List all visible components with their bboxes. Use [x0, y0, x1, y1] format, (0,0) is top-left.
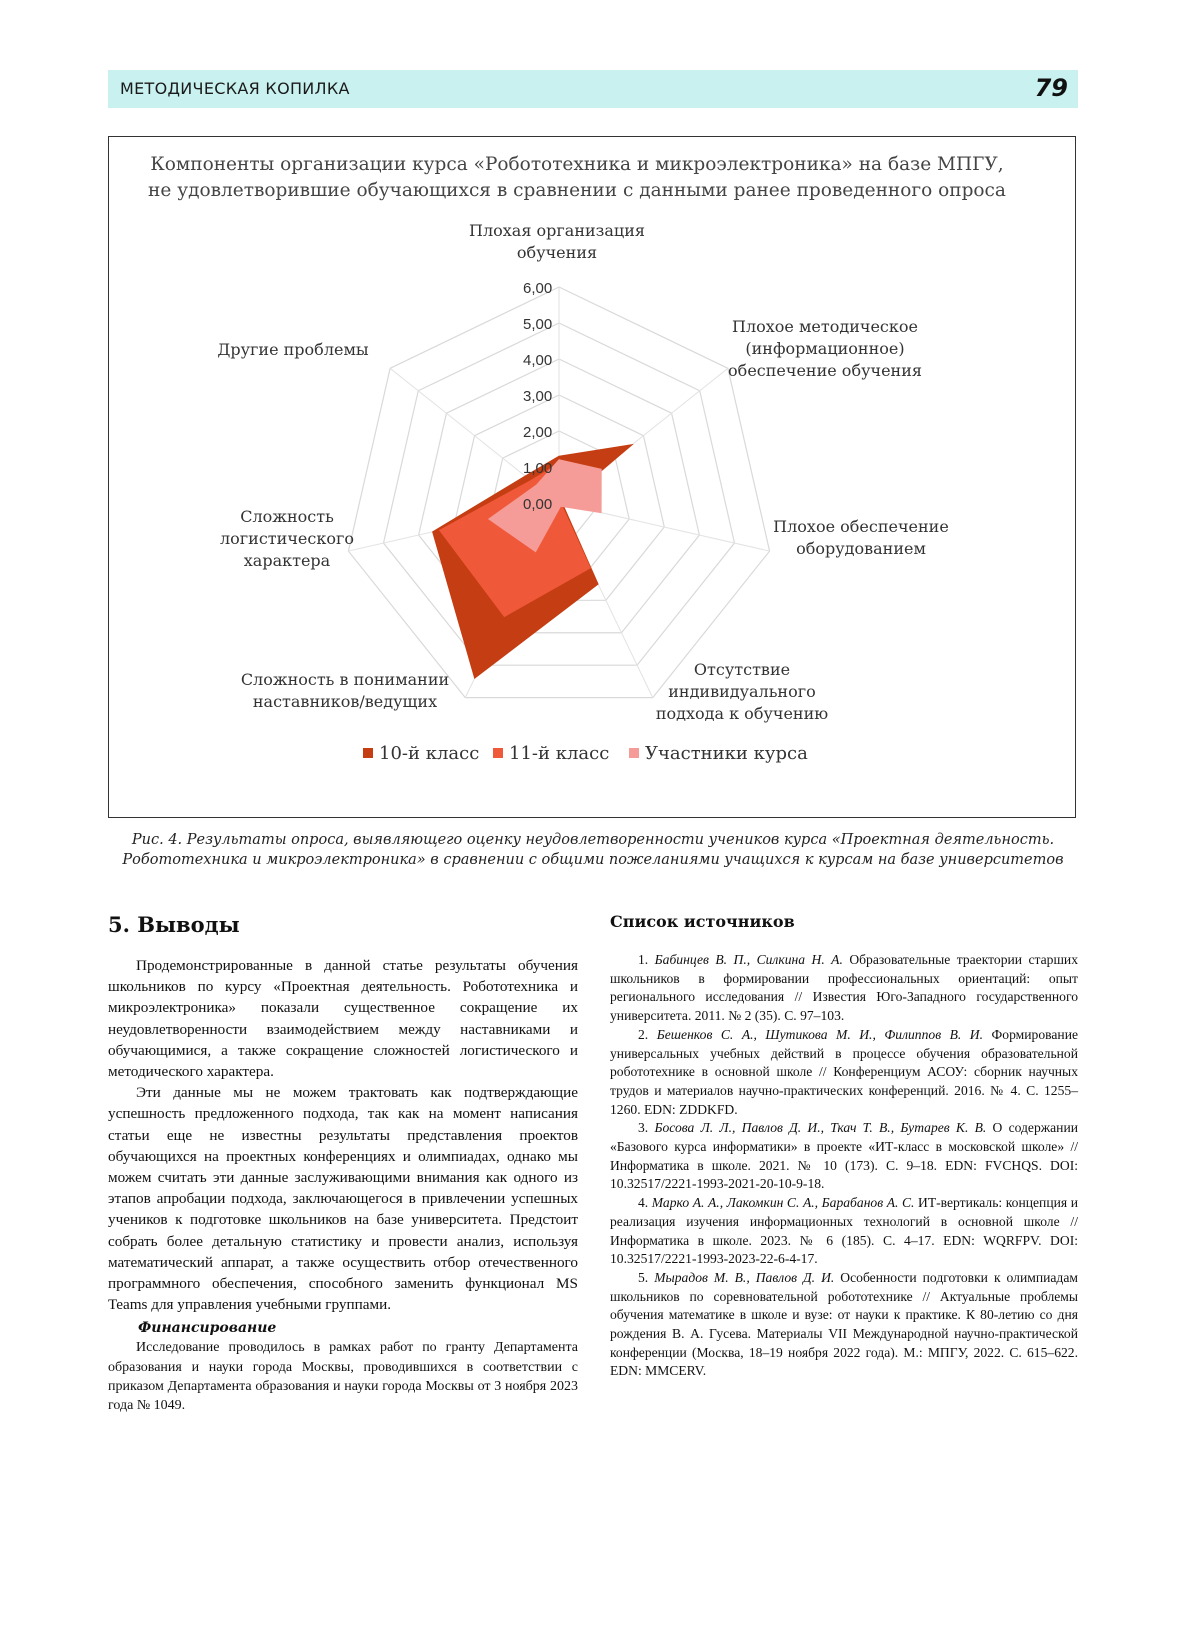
page-number: 79 — [1034, 74, 1068, 102]
axis-label: оборудованием — [796, 539, 926, 558]
conclusions-heading: 5. Выводы — [108, 912, 240, 937]
figure-caption — [108, 830, 1078, 870]
tick-label: 4,00 — [523, 352, 553, 369]
reference-item: 5. Мырадов М. В., Павлов Д. И. Особенности подготовки к олимпиадам школьников по соревновательной робототехнике // Актуальные проблемы обучения математике в школе и вузе: от науки к практике. К 80-летию со дня рождения В. А. Гусева. Материалы VII Международной научно-практической конференции (Москва, 18–19 ноября 2022 года). М.: МПГУ, 2022. С. 615–622. EDN: MMCERV. — [610, 1269, 1078, 1379]
conclusions-paragraph-2: Эти данные мы не можем трактовать как подтверждающие успешность предложенного подхода, так как на момент написания статьи еще не известны результаты представления проектов обучающихся на проектных конференциях и олимпиадах, однако мы можем считать эти данные заслуживающими внимания как одного из этапов апробации подхода, заключающегося в привлечении успешных учеников к подготовке школьников на базе университета. Предстоит собрать более детальную статистику и провести анализ, используя математический аппарат, а также осуществить отбор отечественного программного обеспечения, способного заменить функционал MS Teams для управления учебными группами. — [108, 1084, 578, 1314]
reference-item: 3. Босова Л. Л., Павлов Д. И., Ткач Т. В., Бутарев К. В. О содержании «Базового курса информатики» в проекте «ИТ-класс в московской школе» // Информатика в школе. 2021. № 10 (173). С. 9–18. EDN: FVCHQS. DOI: 10.32517/2221-1993-2021-20-10-9-18. — [610, 1120, 1079, 1192]
axis-label: Отсутствие — [693, 660, 791, 679]
caption-line2: Робототехника и микроэлектроника» в сравнении с общими пожеланиями учащихся к курсам на базе университетов — [122, 852, 1064, 868]
running-header — [108, 70, 1078, 108]
chart-title-line1: Компоненты организации курса «Робототехника и микроэлектроника» на базе МПГУ, — [150, 154, 1004, 175]
radar-chart — [109, 137, 1077, 819]
legend-swatch — [493, 748, 503, 758]
legend-swatch — [363, 748, 373, 758]
radar-chart-figure — [108, 136, 1076, 818]
axis-label: (информационное) — [745, 339, 905, 358]
axis-label: Плохое методическое — [732, 317, 918, 336]
funding-heading: Финансирование — [138, 1320, 277, 1337]
references-heading: Список источников — [610, 912, 795, 931]
funding-text: Исследование проводилось в рамках работ по гранту Департамента образования и науки города Москвы, проводившихся в соответствии с приказом Департамента образования и науки города Москвы от 3 ноября 2023 года № 1049. — [108, 1340, 578, 1414]
reference-authors: Бабинцев В. П., Силкина Н. А. — [654, 952, 843, 967]
caption-line1: Рис. 4. Результаты опроса, выявляющего оценку неудовлетворенности учеников курса «Проектная деятельность. — [131, 832, 1055, 848]
legend-label: Участники курса — [645, 743, 808, 764]
axis-label: характера — [243, 551, 331, 570]
axis-label: индивидуального — [668, 682, 816, 701]
axis-label: обучения — [516, 243, 598, 262]
chart-title-line2: не удовлетворившие обучающихся в сравнении с данными ранее проведенного опроса — [148, 180, 1006, 201]
axis-label: Плохая организация — [469, 221, 645, 240]
legend-label: 11-й класс — [509, 743, 610, 764]
axis-label: Сложность в понимании — [240, 670, 450, 689]
conclusions-column — [108, 912, 578, 1415]
references-column — [610, 912, 1078, 1381]
axis-label: подхода к обучению — [655, 704, 829, 723]
axis-label: наставников/ведущих — [252, 692, 438, 711]
chart-legend — [363, 743, 808, 764]
reference-authors: Марко А. А., Лакомкин С. А., Барабанов А. С. — [651, 1195, 915, 1211]
tick-label: 5,00 — [523, 316, 553, 333]
axis-label: обеспечение обучения — [728, 361, 922, 380]
tick-label: 3,00 — [523, 388, 553, 405]
axis-label: Сложность — [240, 507, 334, 526]
axis-label: Другие проблемы — [217, 340, 369, 359]
reference-item: 4. Марко А. А., Лакомкин С. А., Барабанов А. С. ИТ-вертикаль: концепция и реализация изучения информационных технологий в основной школе // Информатика в школе. 2023. № 6 (185). С. 4–17. EDN: WQRFPV. DOI: 10.32517/2221-1993-2023-22-6-4-17. — [610, 1195, 1078, 1267]
section-title: МЕТОДИЧЕСКАЯ КОПИЛКА — [120, 79, 350, 98]
tick-label: 2,00 — [523, 424, 553, 441]
axis-label: логистического — [220, 529, 354, 548]
reference-authors: Мырадов М. В., Павлов Д. И. — [654, 1269, 835, 1285]
tick-label: 1,00 — [523, 460, 553, 477]
reference-authors: Бешенков С. А., Шутикова М. И., Филиппов В. И. — [656, 1026, 984, 1042]
reference-authors: Босова Л. Л., Павлов Д. И., Ткач Т. В., Бутарев К. В. — [654, 1120, 987, 1136]
references-list — [610, 951, 1078, 1381]
legend-swatch — [629, 748, 639, 758]
reference-item: 1. Бабинцев В. П., Силкина Н. А. Образовательные траектории старших школьников в формировании профессиональных ориентаций: опыт регионального исследования // Известия Юго-Западного государственного университета. 2011. № 2 (35). С. 97–103. — [610, 952, 1078, 1024]
tick-label: 0,00 — [523, 496, 553, 513]
legend-label: 10-й класс — [379, 743, 480, 764]
tick-label: 6,00 — [523, 280, 553, 297]
reference-item: 2. Бешенков С. А., Шутикова М. И., Филиппов В. И. Формирование универсальных учебных действий в процессе обучения образовательной робототехнике в основной школе // Конференциум АСОУ: сборник научных трудов и материалов научно-практических конференций. 2016. № 4. С. 1255–1260. EDN: ZDDKFD. — [610, 1026, 1079, 1117]
axis-label: Плохое обеспечение — [773, 517, 949, 536]
conclusions-paragraph-1: Продемонстрированные в данной статье результаты обучения школьников по курсу «Проектная деятельность. Робототехника и микроэлектроника» показали существенное сокращение их неудовлетворенности взаимодействием между наставниками и обучающимися, а также сокращение сложностей логистического и методического характера. — [108, 957, 578, 1081]
